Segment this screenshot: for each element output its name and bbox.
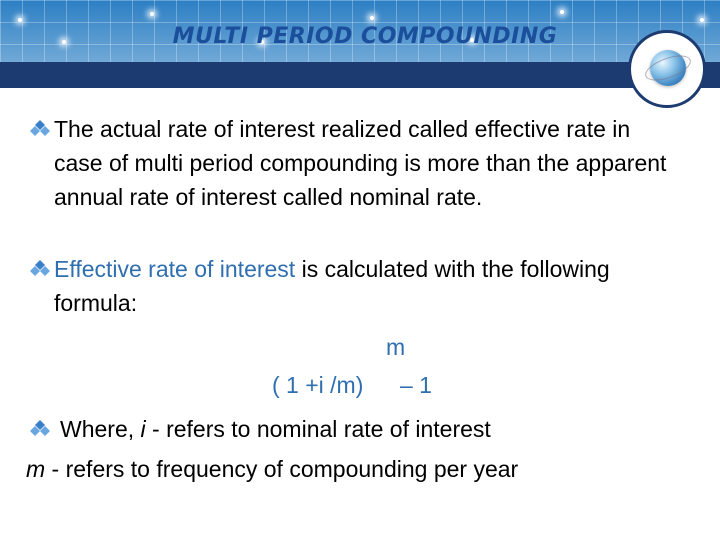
diamond-bullet-icon <box>30 258 50 278</box>
formula-tail: – 1 <box>400 372 432 398</box>
formula-exponent: m <box>386 334 406 360</box>
note-text: - refers to frequency of compounding per year <box>45 456 519 482</box>
bullet-3-var: i <box>140 416 146 442</box>
formula-expression: ( 1 +i /m) <box>272 372 364 398</box>
note-var: m <box>26 456 46 482</box>
bullet-3-prefix: Where, <box>60 416 141 442</box>
bullet-2-highlight: Effective rate of interest <box>54 256 296 282</box>
diamond-bullet-icon <box>30 418 50 438</box>
bullet-1-text: The actual rate of interest realized called effective rate in case of multi period compounding is more than the apparent annual rate of interest called nominal rate. <box>54 116 667 210</box>
bullet-2 <box>54 252 674 320</box>
diamond-bullet-icon <box>30 118 50 138</box>
note-line <box>26 452 646 486</box>
bullet-3-text: - refers to nominal rate of interest <box>145 416 491 442</box>
bullet-3 <box>60 412 680 446</box>
slide-title: MULTI PERIOD COMPOUNDING <box>172 24 558 49</box>
bullet-2-text: is calculated with the following formula: <box>54 256 610 316</box>
